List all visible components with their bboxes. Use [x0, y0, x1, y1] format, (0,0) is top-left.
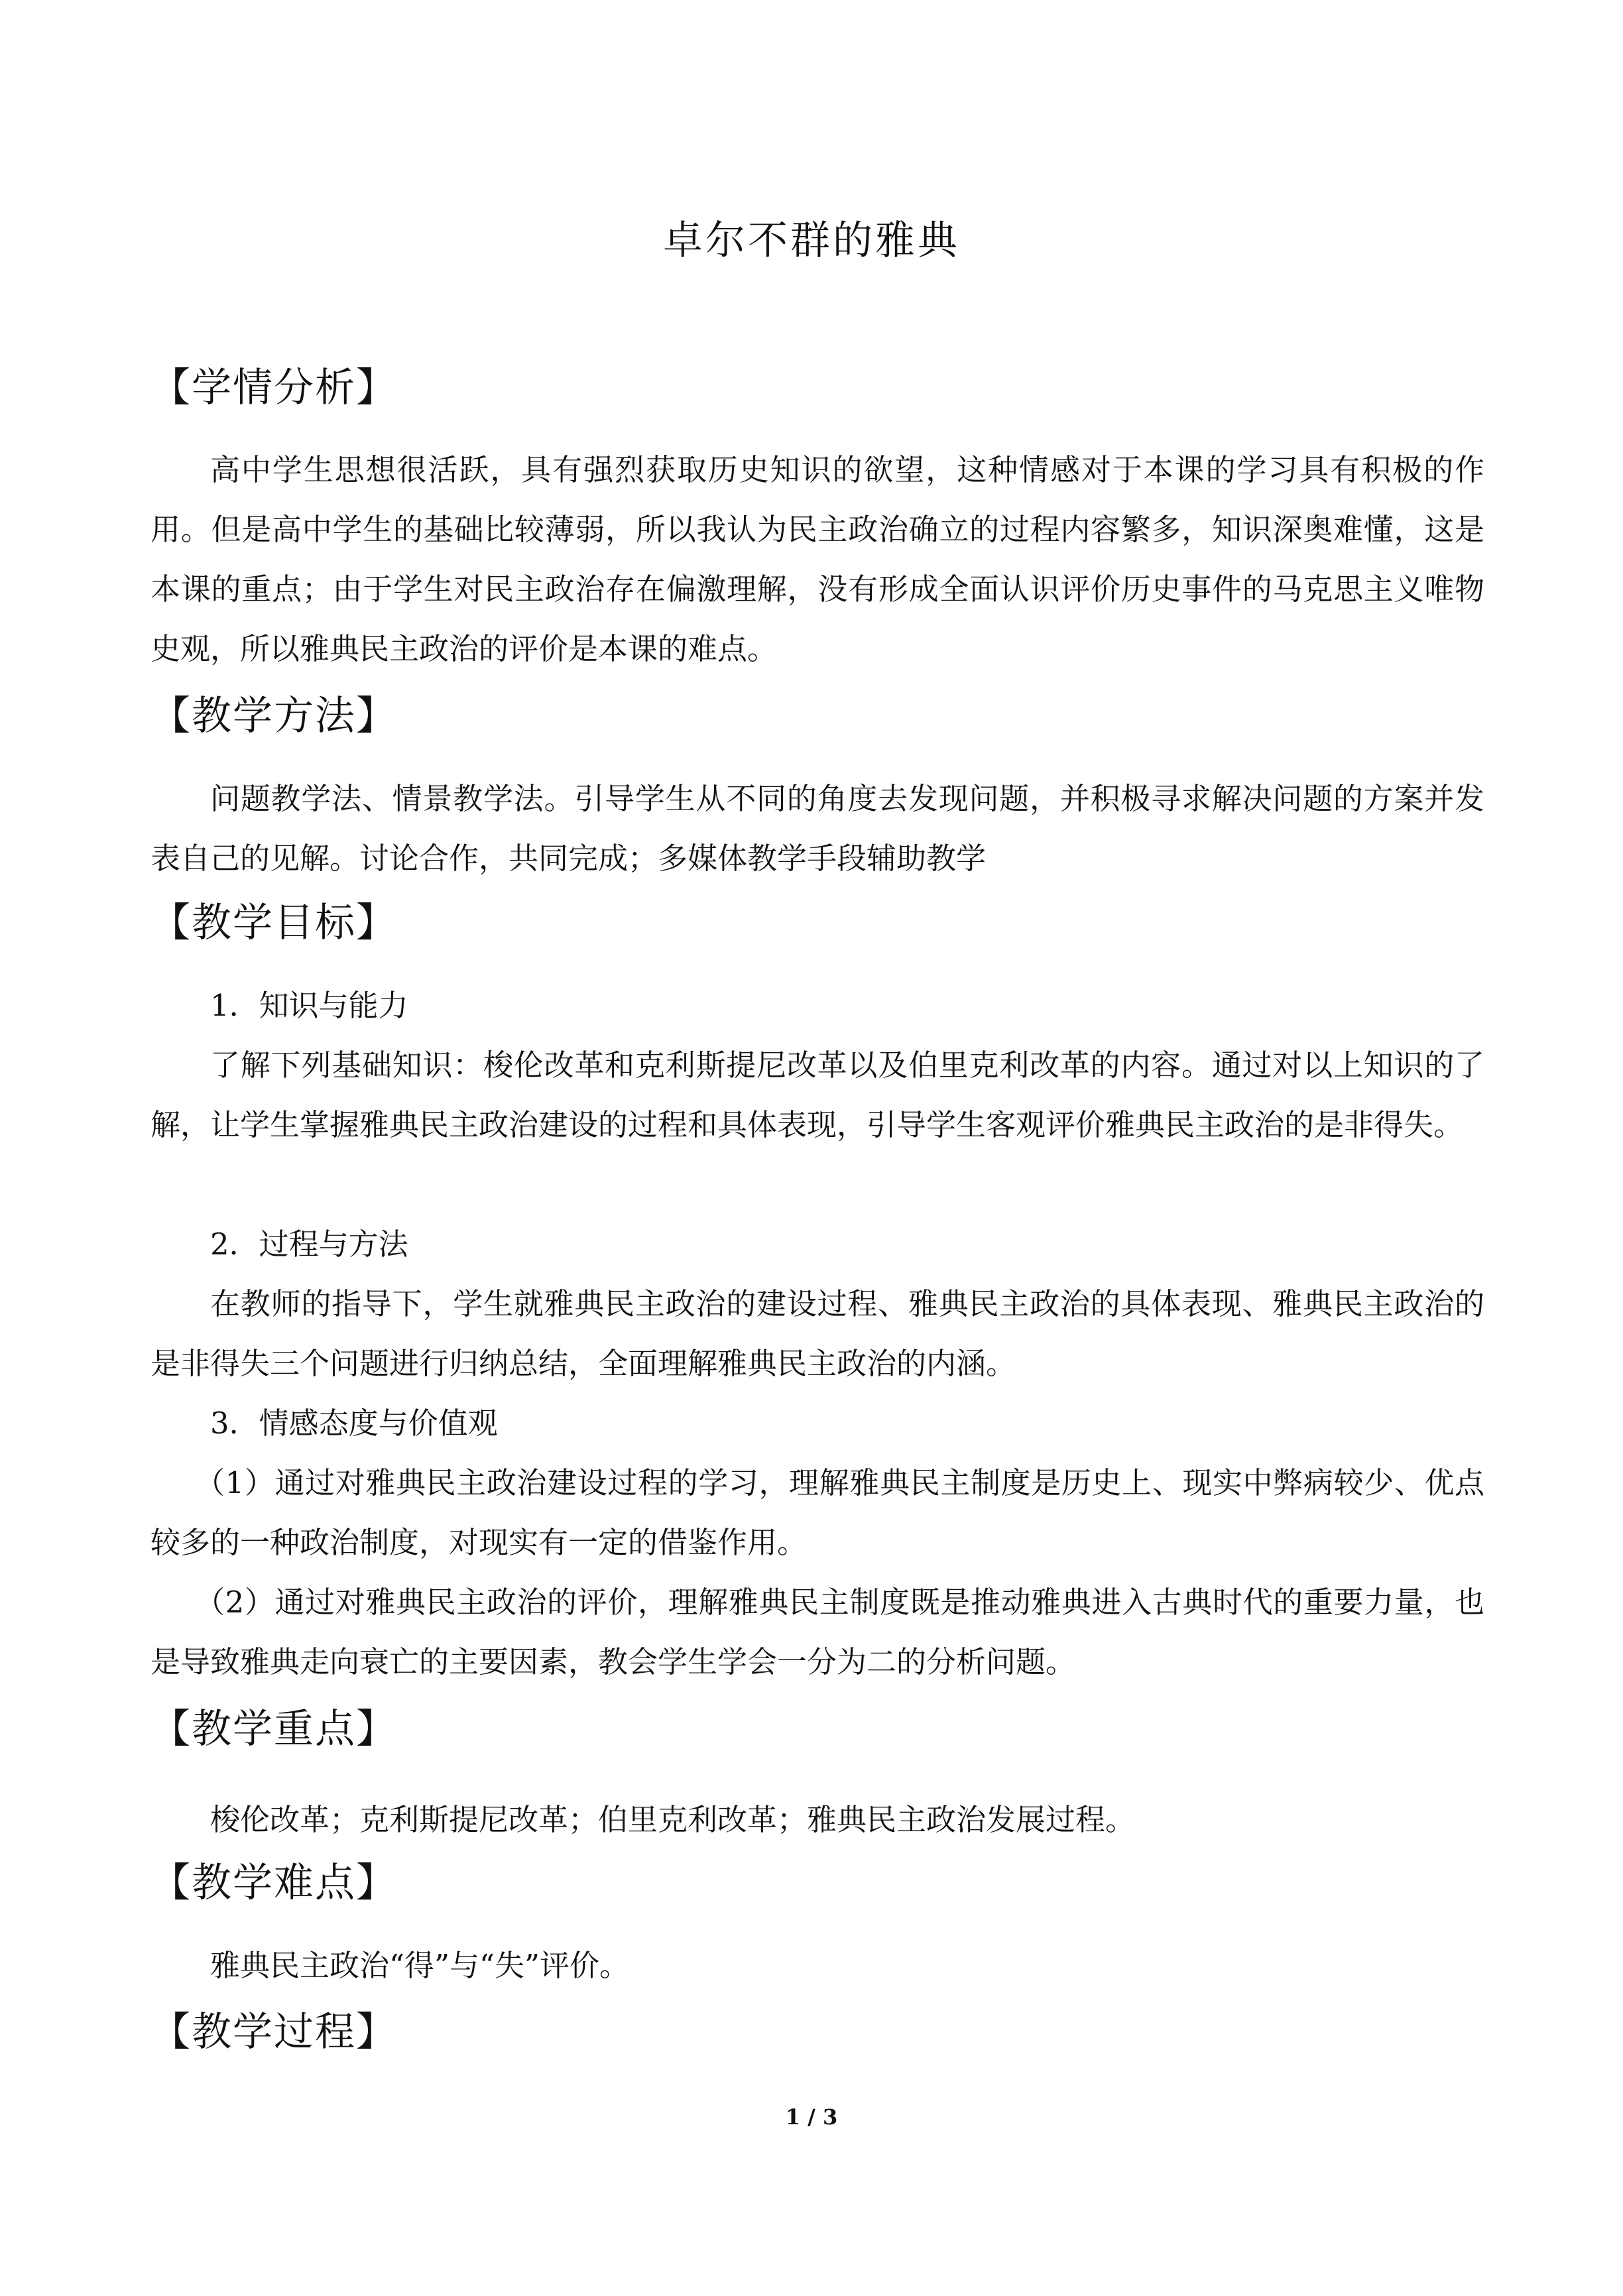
paragraph-analysis: 高中学生思想很活跃，具有强烈获取历史知识的欲望，这种情感对于本课的学习具有积极的作用。但是高中学生的基础比较薄弱，所以我认为民主政治确立的过程内容繁多，知识深奥难懂，这是本课的重点；由于学生对民主政治存在偏激理解，没有形成全面认识评价历史事件的马克思主义唯物史观，所以雅典民主政治的评价是本课的难点。: [150, 452, 1484, 666]
goal-item-2-title: 2．过程与方法: [210, 1227, 408, 1262]
paragraph-key-points: 梭伦改革；克利斯提尼改革；伯里克利改革；雅典民主政治发展过程。: [210, 1802, 1136, 1837]
heading-difficulties: 【教学难点】: [150, 1860, 397, 1906]
goal-item-3-title: 3．情感态度与价值观: [210, 1406, 498, 1441]
heading-process: 【教学过程】: [150, 2009, 397, 2055]
page-number: 1 / 3: [785, 2104, 838, 2130]
heading-methods: 【教学方法】: [150, 693, 397, 739]
goal-item-1-text: 了解下列基础知识：梭伦改革和克利斯提尼改革以及伯里克利改革的内容。通过对以上知识的了解，让学生掌握雅典民主政治建设的过程和具体表现，引导学生客观评价雅典民主政治的是非得失。: [150, 1048, 1484, 1142]
document-title: 卓尔不群的雅典: [663, 217, 960, 264]
paragraph-difficulties: 雅典民主政治“得”与“失”评价。: [210, 1948, 630, 1983]
goal-item-1-title: 1．知识与能力: [210, 988, 408, 1023]
heading-goals: 【教学目标】: [150, 900, 397, 946]
goal-item-3-sub-1: （1）通过对雅典民主政治建设过程的学习，理解雅典民主制度是历史上、现实中弊病较少、优点较多的一种政治制度，对现实有一定的借鉴作用。: [150, 1465, 1484, 1560]
paragraph-methods: 问题教学法、情景教学法。引导学生从不同的角度去发现问题，并积极寻求解决问题的方案并发表自己的见解。讨论合作，共同完成；多媒体教学手段辅助教学: [150, 781, 1484, 876]
goal-item-3-sub-2: （2）通过对雅典民主政治的评价，理解雅典民主制度既是推动雅典进入古典时代的重要力量，也是导致雅典走向衰亡的主要因素，教会学生学会一分为二的分析问题。: [150, 1585, 1484, 1679]
heading-key-points: 【教学重点】: [150, 1706, 397, 1752]
goal-item-2-text: 在教师的指导下，学生就雅典民主政治的建设过程、雅典民主政治的具体表现、雅典民主政治的是非得失三个问题进行归纳总结，全面理解雅典民主政治的内涵。: [150, 1286, 1484, 1381]
heading-analysis: 【学情分析】: [150, 365, 397, 411]
